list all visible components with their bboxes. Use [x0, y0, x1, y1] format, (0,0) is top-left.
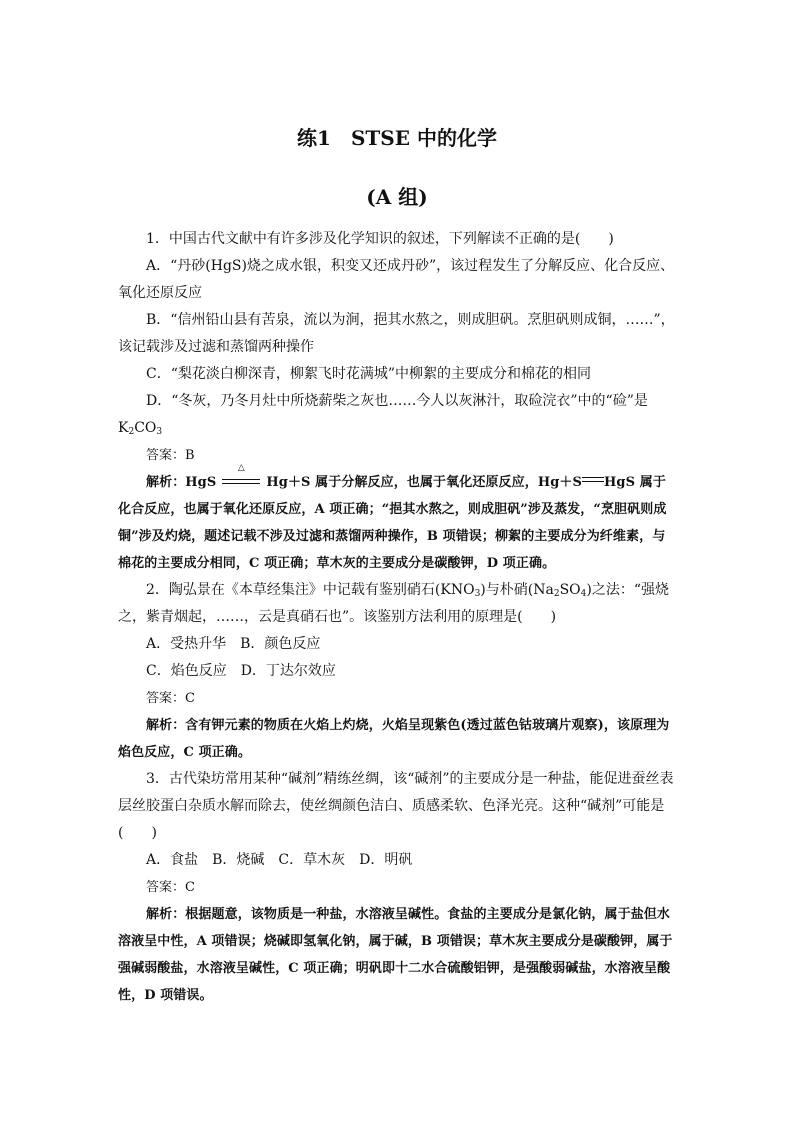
- question-2-stem: [118, 577, 678, 631]
- question-2-options-row-2: C．焰色反应 D．丁达尔效应: [146, 663, 336, 679]
- question-1-option-d: [118, 388, 678, 442]
- question-3-options: A．食盐 B．烧碱 C．草木灰 D．明矾: [146, 852, 413, 868]
- stem-text: SO: [559, 582, 581, 598]
- subscript: 2: [128, 427, 135, 437]
- page-title: 练1 STSE 中的化学: [297, 126, 497, 150]
- explanation-lead: 解析：HgS: [146, 475, 217, 490]
- subscript: 4: [580, 589, 587, 599]
- subscript: 3: [156, 427, 163, 437]
- stem-text: )与朴硝(Na: [480, 582, 554, 598]
- heating-condition-sign: [222, 463, 260, 488]
- question-2-explanation: 解析：含有钾元素的物质在火焰上灼烧，火焰呈现紫色(透过蓝色钴玻璃片观察)，该原理为焰色反应，C 项正确。: [118, 718, 670, 760]
- question-1-option-a: A．“丹砂(HgS)烧之成水银，积变又还成丹砂”，该过程发生了分解反应、化合反应、氧化还原反应: [118, 258, 675, 301]
- section-title: (A 组): [366, 185, 428, 209]
- subscript: 2: [553, 589, 560, 599]
- question-3-explanation: 解析：根据题意，该物质是一种盐，水溶液呈碱性。食盐的主要成分是氯化钠，属于盐但水溶液呈中性，A 项错误；烧碱即氢氧化钠，属于碱，B 项错误；草木灰主要成分是碳酸钾，属于强碱弱酸盐，水溶液呈碱性，C 项正确；明矾即十二水合硫酸铝钾，是强酸弱碱盐，水溶液呈酸性，D 项错误。: [118, 907, 673, 1003]
- explanation-part-1: Hg＋S 属于分解反应，也属于氧化还原反应，Hg＋S: [266, 475, 583, 490]
- question-1-explanation: [118, 463, 678, 577]
- option-d-formula: CO: [134, 420, 157, 436]
- equals-sign: [582, 475, 604, 485]
- question-3-stem: 3．古代染坊常用某种“碱剂”精练丝绸，该“碱剂”的主要成分是一种盐，能促进蚕丝表层丝胶蛋白杂质水解而除去，使丝绸颜色洁白、质感柔软、色泽光亮。这种“碱剂”可能是( ): [118, 771, 674, 841]
- question-content: [118, 226, 678, 1009]
- heat-triangle-icon: △: [237, 463, 245, 473]
- question-1-answer: 答案：B: [146, 448, 195, 463]
- question-2-answer: 答案：C: [146, 691, 195, 706]
- explanation-part-2: HgS 属于化合反应，也属于氧化还原反应，A 项正确；“挹其水熬之，则成胆矾”涉及蒸发，“烹胆矾则成铜”涉及灼烧，题述记载不涉及过滤和蒸馏两种操作，B 项错误；柳絮的主要成分为纤维素，与棉花的主要成分相同，C 项正确；草木灰的主要成分是碳酸钾，D 项正确。: [118, 475, 667, 571]
- question-2-options-row-1: A．受热升华 B．颜色反应: [146, 636, 321, 652]
- subscript: 3: [474, 589, 481, 599]
- question-1-option-c: C．“梨花淡白柳深青，柳絮飞时花满城”中柳絮的主要成分和棉花的相同: [146, 366, 592, 382]
- question-1-stem: 1．中国古代文献中有许多涉及化学知识的叙述，下列解读不正确的是( ): [146, 231, 614, 247]
- question-3-answer: 答案：C: [146, 880, 195, 895]
- question-1-option-b: B．“信州铅山县有苦泉，流以为涧，挹其水熬之，则成胆矾。烹胆矾则成铜，……”，该记载涉及过滤和蒸馏两种操作: [118, 312, 675, 355]
- stem-text: )之法：“强烧之，紫青烟起，……，云是真硝石也”。该鉴别方法利用的原理是( ): [118, 582, 669, 625]
- stem-text: 2．陶弘景在《本草经集注》中记载有鉴别硝石(KNO: [146, 582, 475, 598]
- option-d-text: D．“冬灰，乃冬月灶中所烧薪柴之灰也……今人以灰淋汁，取硷浣衣”中的“硷”是K: [118, 393, 648, 436]
